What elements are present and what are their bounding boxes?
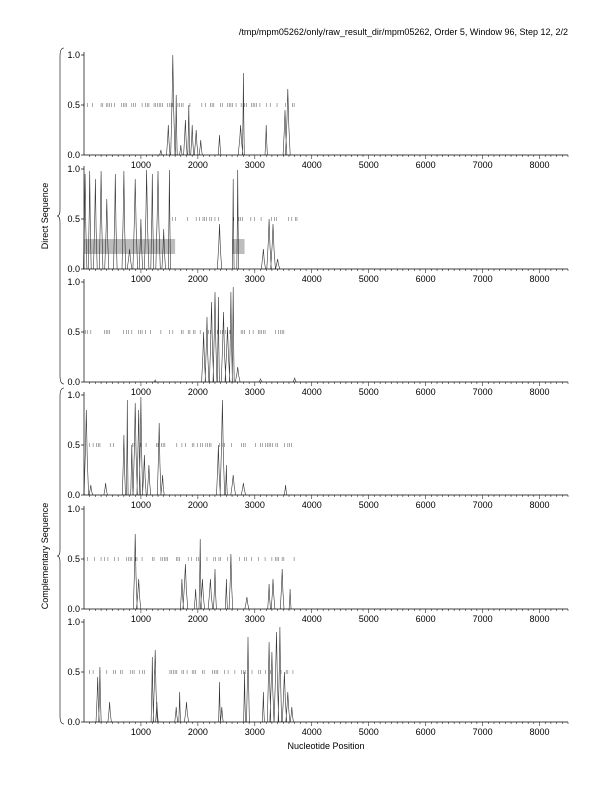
x-tick-label: 8000	[529, 387, 550, 397]
score-trace	[83, 170, 279, 269]
x-tick-label: 7000	[472, 387, 493, 397]
x-tick-label: 7000	[472, 274, 493, 284]
x-tick-label: 6000	[415, 500, 436, 510]
x-tick-label: 1000	[130, 614, 151, 624]
x-tick-label: 2000	[187, 500, 208, 510]
y-tick-label: 0.5	[67, 554, 80, 564]
y-tick-label: 1.0	[67, 164, 80, 174]
x-tick-label: 8000	[529, 160, 550, 170]
x-tick-label: 7000	[472, 614, 493, 624]
y-tick-label: 0.0	[67, 377, 80, 387]
y-tick-label: 0.0	[67, 264, 80, 274]
x-tick-label: 8000	[529, 614, 550, 624]
x-tick-label: 8000	[529, 500, 550, 510]
x-tick-label: 7000	[472, 500, 493, 510]
y-tick-label: 0.5	[67, 327, 80, 337]
x-tick-label: 3000	[244, 614, 265, 624]
x-tick-label: 1000	[130, 727, 151, 737]
x-tick-label: 3000	[244, 727, 265, 737]
score-trace	[154, 287, 296, 382]
x-tick-label: 2000	[187, 160, 208, 170]
x-tick-label: 3000	[244, 387, 265, 397]
x-tick-label: 2000	[187, 274, 208, 284]
x-axis-title: Nucleotide Position	[287, 741, 365, 751]
y-tick-label: 0.0	[67, 717, 80, 727]
complementary-brace	[57, 388, 64, 724]
x-tick-label: 2000	[187, 614, 208, 624]
frame-panel	[67, 390, 568, 510]
x-tick-label: 6000	[415, 727, 436, 737]
x-tick-label: 2000	[187, 727, 208, 737]
x-tick-label: 1000	[130, 500, 151, 510]
complementary-sequence-label: Complementary Sequence	[40, 502, 50, 610]
frame-panel	[67, 50, 568, 170]
x-tick-label: 6000	[415, 614, 436, 624]
y-tick-label: 0.5	[67, 667, 80, 677]
x-tick-label: 4000	[301, 500, 322, 510]
x-tick-label: 5000	[358, 727, 379, 737]
y-tick-label: 0.0	[67, 490, 80, 500]
x-tick-label: 1000	[130, 274, 151, 284]
x-tick-label: 5000	[358, 274, 379, 284]
score-trace	[133, 534, 291, 609]
x-tick-label: 2000	[187, 387, 208, 397]
x-tick-label: 4000	[301, 727, 322, 737]
x-tick-label: 7000	[472, 727, 493, 737]
frame-panel	[67, 164, 568, 284]
x-tick-label: 5000	[358, 160, 379, 170]
x-tick-label: 1000	[130, 160, 151, 170]
frame-panel	[67, 277, 568, 397]
x-tick-label: 3000	[244, 500, 265, 510]
x-tick-label: 3000	[244, 274, 265, 284]
score-trace	[96, 627, 293, 722]
y-tick-label: 0.5	[67, 214, 80, 224]
x-tick-label: 4000	[301, 160, 322, 170]
x-tick-label: 7000	[472, 160, 493, 170]
x-tick-label: 4000	[301, 387, 322, 397]
y-tick-label: 1.0	[67, 504, 80, 514]
x-tick-label: 8000	[529, 274, 550, 284]
direct-brace	[57, 48, 64, 384]
x-tick-label: 6000	[415, 274, 436, 284]
direct-sequence-label: Direct Sequence	[40, 182, 50, 250]
y-tick-label: 1.0	[67, 277, 80, 287]
x-tick-label: 4000	[301, 614, 322, 624]
x-tick-label: 8000	[529, 727, 550, 737]
y-tick-label: 1.0	[67, 390, 80, 400]
y-tick-label: 0.5	[67, 100, 80, 110]
x-tick-label: 5000	[358, 500, 379, 510]
x-tick-label: 4000	[301, 274, 322, 284]
x-tick-label: 6000	[415, 387, 436, 397]
y-tick-label: 1.0	[67, 50, 80, 60]
y-tick-label: 1.0	[67, 617, 80, 627]
x-tick-label: 5000	[358, 614, 379, 624]
score-trace	[160, 55, 291, 155]
y-tick-label: 0.5	[67, 440, 80, 450]
y-tick-label: 0.0	[67, 604, 80, 614]
file-path-header: /tmp/mpm05262/only/raw_result_dir/mpm05262, Order 5, Window 96, Step 12, 2/2	[238, 27, 568, 37]
frame-panel	[67, 504, 568, 624]
x-tick-label: 6000	[415, 160, 436, 170]
x-tick-label: 5000	[358, 387, 379, 397]
x-tick-label: 3000	[244, 160, 265, 170]
x-tick-label: 1000	[130, 387, 151, 397]
y-tick-label: 0.0	[67, 150, 80, 160]
frame-panel	[67, 617, 568, 737]
